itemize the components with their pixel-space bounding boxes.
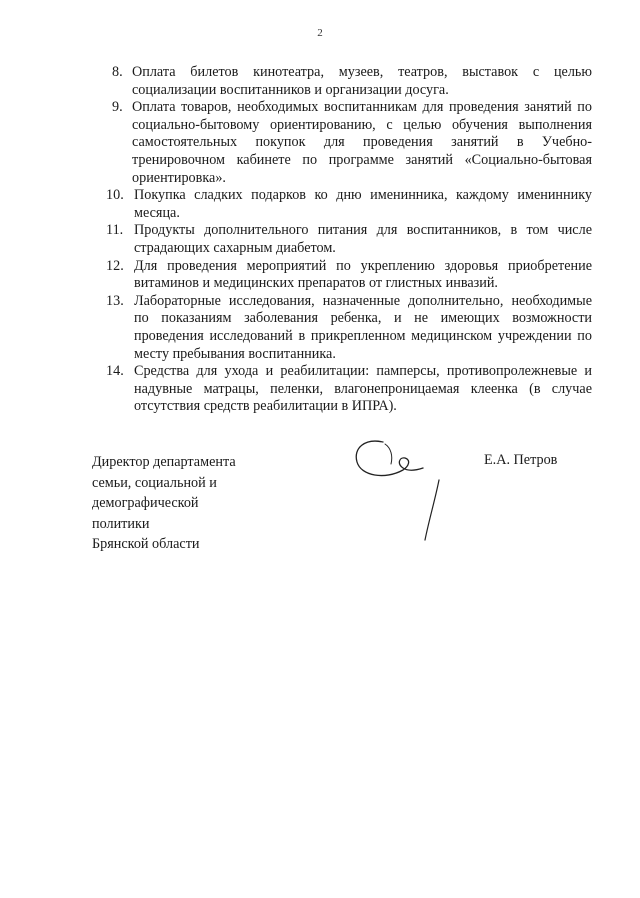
list-item	[108, 64, 592, 99]
list-item	[108, 222, 592, 257]
signatory-position	[92, 452, 292, 555]
list-item-text: Средства для ухода и реабилитации: памперсы, противопролежневые и надувные матрацы, пеленки, влагонепроницаемая клеенка (в случае отсутствия средств реабилитации в ИПРА).	[134, 363, 592, 415]
signatory-position-line: политики	[92, 515, 150, 532]
list-item-number: 12.	[106, 257, 124, 274]
list-item-number: 8.	[112, 64, 123, 80]
list-item-number: 10.	[106, 187, 124, 204]
list-item	[108, 363, 592, 416]
list-item-number: 9.	[112, 99, 123, 116]
list-item-number: 14.	[106, 363, 124, 380]
list-item	[108, 293, 592, 363]
list-item	[108, 187, 592, 222]
expense-list	[108, 64, 592, 416]
list-item-text: Для проведения мероприятий по укреплению здоровья приобретение витаминов и медицинских препаратов от глистных инвазий.	[134, 257, 592, 292]
page-number: 2	[317, 27, 323, 39]
list-item-text: Лабораторные исследования, назначенные дополнительно, необходимые по показаниям заболевания ребенка, и не имеющих возможности проведения исследований в прикрепленном медицинском учреждении по месту пребывания воспитанника.	[134, 292, 592, 362]
signatory-position-line: демографической	[92, 495, 199, 512]
list-item-text: Оплата товаров, необходимых воспитанникам для проведения занятий по социально-бытовому ориентированию, с целью обучения выполнения самостоятельных покупок для проведения занятий в Учебно-тренировочном кабинете по программе занятий «Социально-бытовая ориентировка».	[132, 99, 592, 186]
list-item-number: 13.	[106, 292, 124, 309]
list-item	[108, 99, 592, 187]
signatory-position-line: Брянской области	[92, 536, 200, 553]
list-item-number: 11.	[106, 222, 124, 239]
list-item-text: Покупка сладких подарков ко дню именинника, каждому имениннику месяца.	[134, 187, 592, 221]
signatory-name: Е.А. Петров	[484, 452, 558, 468]
list-item-text: Продукты дополнительного питания для воспитанников, в том числе страдающих сахарным диабетом.	[134, 222, 592, 256]
list-item	[108, 258, 592, 293]
signatory-position-line: Директор департамента	[92, 454, 236, 470]
handwritten-signature	[345, 430, 455, 550]
list-item-text: Оплата билетов кинотеатра, музеев, театров, выставок с целью социализации воспитанников и организации досуга.	[132, 64, 592, 98]
signatory-position-line: семьи, социальной и	[92, 474, 217, 491]
